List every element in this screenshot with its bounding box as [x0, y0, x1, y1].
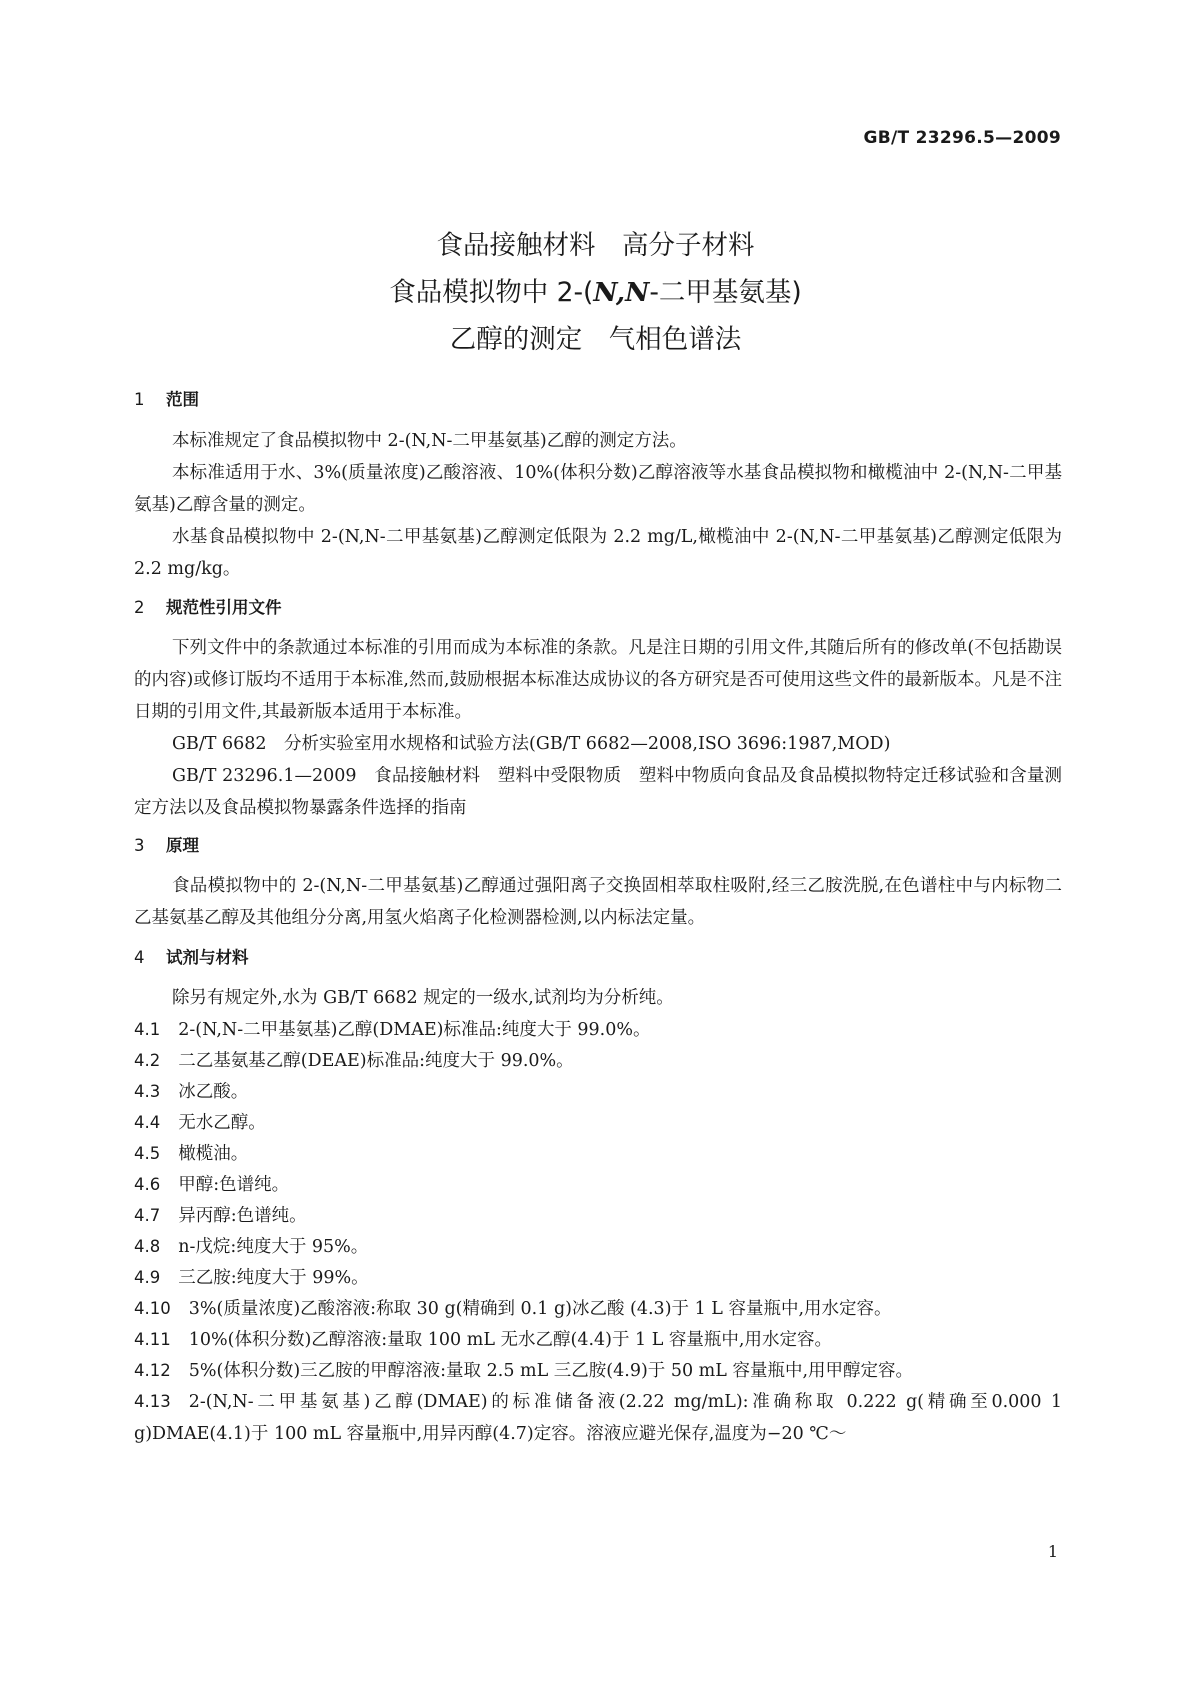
- reagent-item: 4.2 二乙基氨基乙醇(DEAE)标准品:纯度大于 99.0%。: [134, 1051, 574, 1071]
- section-1-paragraph-2: 本标准适用于水、3%(质量浓度)乙酸溶液、10%(体积分数)乙醇溶液等水基食品模拟物和橄榄油中 2-(N,N-二甲基氨基)乙醇含量的测定。: [134, 463, 1062, 515]
- title-line-2-prefix: 食品模拟物中 2-(: [389, 277, 594, 308]
- reagent-item: 4.4 无水乙醇。: [134, 1113, 266, 1133]
- section-3-paragraph-1: 食品模拟物中的 2-(N,N-二甲基氨基)乙醇通过强阳离子交换固相萃取柱吸附,经三乙胺洗脱,在色谱柱中与内标物二乙基氨基乙醇及其他组分分离,用氢火焰离子化检测器检测,以内标法定量。: [134, 876, 1062, 928]
- reagent-item: 4.1 2-(N,N-二甲基氨基)乙醇(DMAE)标准品:纯度大于 99.0%。: [134, 1020, 651, 1040]
- normative-reference-1: GB/T 6682 分析实验室用水规格和试验方法(GB/T 6682—2008,ISO 3696:1987,MOD): [172, 734, 891, 754]
- title-line-2-suffix: -二甲基氨基): [649, 277, 802, 308]
- reagent-item: 4.6 甲醇:色谱纯。: [134, 1175, 290, 1195]
- reagent-item: 4.8 n-戊烷:纯度大于 95%。: [134, 1237, 369, 1257]
- reagent-item: 4.12 5%(体积分数)三乙胺的甲醇溶液:量取 2.5 mL 三乙胺(4.9)于 50 mL 容量瓶中,用甲醇定容。: [134, 1361, 914, 1381]
- section-1-paragraph-3: 水基食品模拟物中 2-(N,N-二甲基氨基)乙醇测定低限为 2.2 mg/L,橄榄油中 2-(N,N-二甲基氨基)乙醇测定低限为 2.2 mg/kg。: [134, 527, 1062, 579]
- reagent-item: 4.10 3%(质量浓度)乙酸溶液:称取 30 g(精确到 0.1 g)冰乙酸 (4.3)于 1 L 容量瓶中,用水定容。: [134, 1299, 892, 1319]
- section-4-intro: 除另有规定外,水为 GB/T 6682 规定的一级水,试剂均为分析纯。: [172, 988, 674, 1008]
- section-1-paragraph-1: 本标准规定了食品模拟物中 2-(N,N-二甲基氨基)乙醇的测定方法。: [172, 431, 687, 451]
- section-heading-3: 3 原理: [134, 836, 199, 855]
- reagent-item: 4.3 冰乙酸。: [134, 1082, 249, 1102]
- section-heading-4: 4 试剂与材料: [134, 948, 249, 967]
- section-heading-2: 2 规范性引用文件: [134, 598, 282, 617]
- reagent-item: 4.5 橄榄油。: [134, 1144, 249, 1164]
- document-title: [0, 222, 1191, 363]
- title-line-3: 乙醇的测定 气相色谱法: [449, 324, 742, 355]
- title-line-2-italic: N,N: [593, 277, 650, 308]
- normative-reference-2: GB/T 23296.1—2009 食品接触材料 塑料中受限物质 塑料中物质向食品及食品模拟物特定迁移试验和含量测定方法以及食品模拟物暴露条件选择的指南: [134, 766, 1062, 818]
- title-line-1: 食品接触材料 高分子材料: [436, 230, 755, 261]
- standard-id: GB/T 23296.5—2009: [863, 128, 1061, 148]
- reagent-item: 4.9 三乙胺:纯度大于 99%。: [134, 1268, 369, 1288]
- section-heading-1: 1 范围: [134, 390, 199, 409]
- section-2-paragraph-1: 下列文件中的条款通过本标准的引用而成为本标准的条款。凡是注日期的引用文件,其随后所有的修改单(不包括勘误的内容)或修订版均不适用于本标准,然而,鼓励根据本标准达成协议的各方研究是否可使用这些文件的最新版本。凡是不注日期的引用文件,其最新版本适用于本标准。: [134, 638, 1062, 722]
- reagent-item: 4.11 10%(体积分数)乙醇溶液:量取 100 mL 无水乙醇(4.4)于 1 L 容量瓶中,用水定容。: [134, 1330, 832, 1350]
- reagent-item: 4.7 异丙醇:色谱纯。: [134, 1206, 307, 1226]
- title-line-2: [0, 269, 1191, 316]
- reagent-item: 4.13 2-(N,N-二甲基氨基)乙醇(DMAE)的标准储备液(2.22 mg/mL):准确称取 0.222 g(精确至0.000 1 g)DMAE(4.1)于 100 mL 容量瓶中,用异丙醇(4.7)定容。溶液应避光保存,温度为−20 ℃～: [134, 1392, 1062, 1444]
- page-number: 1: [1047, 1542, 1058, 1561]
